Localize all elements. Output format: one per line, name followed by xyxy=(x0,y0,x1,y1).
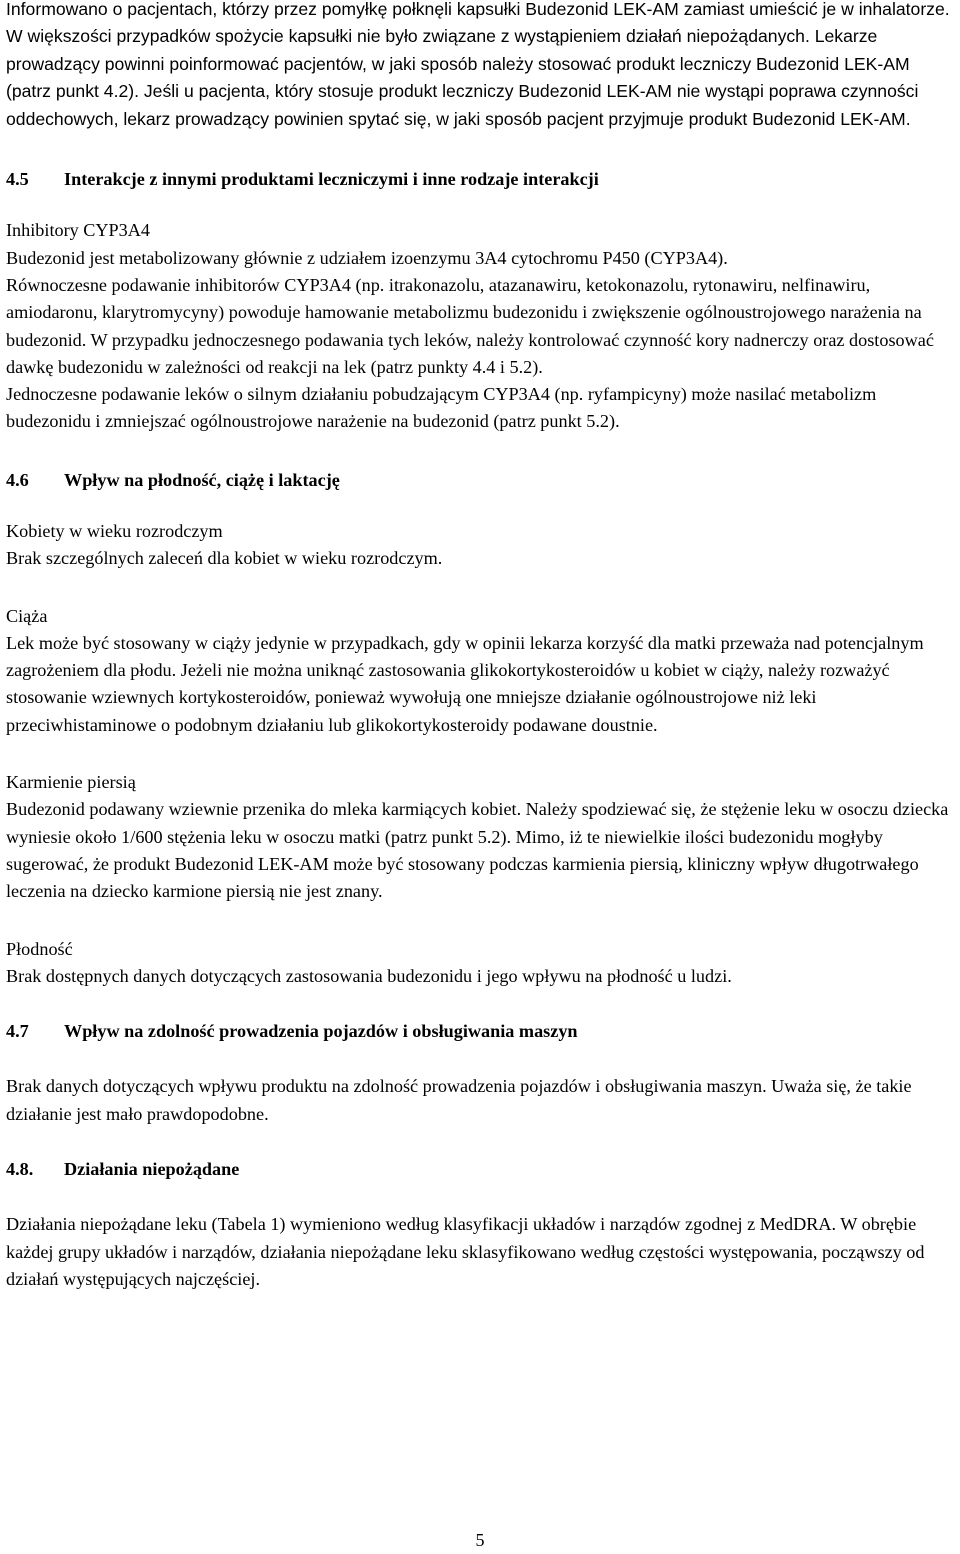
section-number: 4.6 xyxy=(6,469,29,490)
section-4-7-heading xyxy=(6,1018,956,1045)
section-4-5-heading xyxy=(6,166,956,193)
driving-text: Brak danych dotyczących wpływu produktu na zdolność prowadzenia pojazdów i obsługiwania maszyn. Uważa się, że takie działanie jest mało prawdopodobne. xyxy=(6,1076,912,1124)
section-4-6-heading xyxy=(6,467,956,494)
document-page xyxy=(6,0,956,1293)
women-childbearing-text: Brak szczególnych zaleceń dla kobiet w wieku rozrodczym. xyxy=(6,548,443,569)
fertility-text: Brak dostępnych danych dotyczących zastosowania budezonidu i jego wpływu na płodność u ludzi. xyxy=(6,965,732,986)
section-title: Interakcje z innymi produktami leczniczymi i inne rodzaje interakcji xyxy=(64,169,599,190)
inhibitors-paragraph-2: Równoczesne podawanie inhibitorów CYP3A4 (np. itrakonazolu, atazanawiru, ketokonazolu, rytonawiru, nelfinawiru, amiodaronu, klarytromycyny) powoduje hamowanie metabolizmu budezonidu i zwiększenie ogólnoustrojowego narażenia na budezonid. W przypadku jednoczesnego podawania tych leków, należy kontrolować czynność kory nadnerczy oraz dostosować dawkę budezonidu w zależności od reakcji na lek (patrz punkty 4.4 i 5.2). xyxy=(6,274,934,377)
section-number: 4.8. xyxy=(6,1159,34,1180)
fertility-heading: Płodność xyxy=(6,938,73,959)
pregnancy-text: Lek może być stosowany w ciąży jedynie w przypadkach, gdy w opinii lekarza korzyść dla matki przeważa nad potencjalnym zagrożeniem dla płodu. Jeżeli nie można uniknąć zastosowania glikokortykosteroidów u kobiet w ciąży, należy rozważyć stosowanie wziewnych kortykosteroidów, ponieważ wywołują one mniejsze działanie ogólnoustrojowe niż leki przeciwhistaminowe o podobnym działaniu lub glikokortykosteroidy podawane doustnie. xyxy=(6,632,924,735)
section-title: Wpływ na płodność, ciążę i laktację xyxy=(64,469,340,490)
inhibitors-paragraph-1: Budezonid jest metabolizowany głównie z udziałem izoenzymu 3A4 cytochromu P450 (CYP3A4). xyxy=(6,247,728,268)
inhibitors-paragraph-3: Jednoczesne podawanie leków o silnym działaniu pobudzającym CYP3A4 (np. ryfampicyny) może nasilać metabolizm budezonidu i zmniejszać ogólnoustrojowe narażenie na budezonid (patrz punkt 5.2). xyxy=(6,384,877,432)
section-title: Wpływ na zdolność prowadzenia pojazdów i obsługiwania maszyn xyxy=(64,1021,578,1042)
intro-paragraph: Informowano o pacjentach, którzy przez pomyłkę połknęli kapsułki Budezonid LEK-AM zamiast umieścić je w inhalatorze. W większości przypadków spożycie kapsułki nie było związane z wystąpieniem działań niepożądanych. Lekarze prowadzący powinni poinformować pacjentów, w jaki sposób należy stosować produkt leczniczy Budezonid LEK-AM (patrz punkt 4.2). Jeśli u pacjenta, który stosuje produkt leczniczy Budezonid LEK-AM nie wystąpi poprawa czynności oddechowych, lekarz prowadzący powinien spytać się, w jaki sposób pacjent przyjmuje produkt Budezonid LEK-AM. xyxy=(6,0,950,129)
breastfeeding-heading: Karmienie piersią xyxy=(6,772,136,793)
pregnancy-heading: Ciąża xyxy=(6,605,48,626)
section-number: 4.7 xyxy=(6,1021,29,1042)
section-number: 4.5 xyxy=(6,169,29,190)
women-childbearing-heading: Kobiety w wieku rozrodczym xyxy=(6,521,223,541)
section-4-8-heading xyxy=(6,1156,956,1183)
breastfeeding-text: Budezonid podawany wziewnie przenika do mleka karmiących kobiet. Należy spodziewać się, że stężenie leku w osoczu dziecka wyniesie około 1/600 stężenia leku w osoczu matki (patrz punkt 5.2). Mimo, iż te niewielkie ilości budezonidu mogłyby sugerować, że produkt Budezonid LEK-AM może być stosowany podczas karmienia piersią, kliniczny wpływ długotrwałego leczenia na dziecko karmione piersią nie jest znany. xyxy=(6,799,949,902)
adverse-effects-text: Działania niepożądane leku (Tabela 1) wymieniono według klasyfikacji układów i narządów zgodnej z MedDRA. W obrębie każdej grupy układów i narządów, działania niepożądane leku sklasyfikowano według częstości występowania, począwszy od działań występujących najczęściej. xyxy=(6,1214,925,1289)
inhibitors-heading: Inhibitory CYP3A4 xyxy=(6,220,150,241)
page-number: 5 xyxy=(475,1530,485,1550)
section-title: Działania niepożądane xyxy=(64,1159,240,1180)
